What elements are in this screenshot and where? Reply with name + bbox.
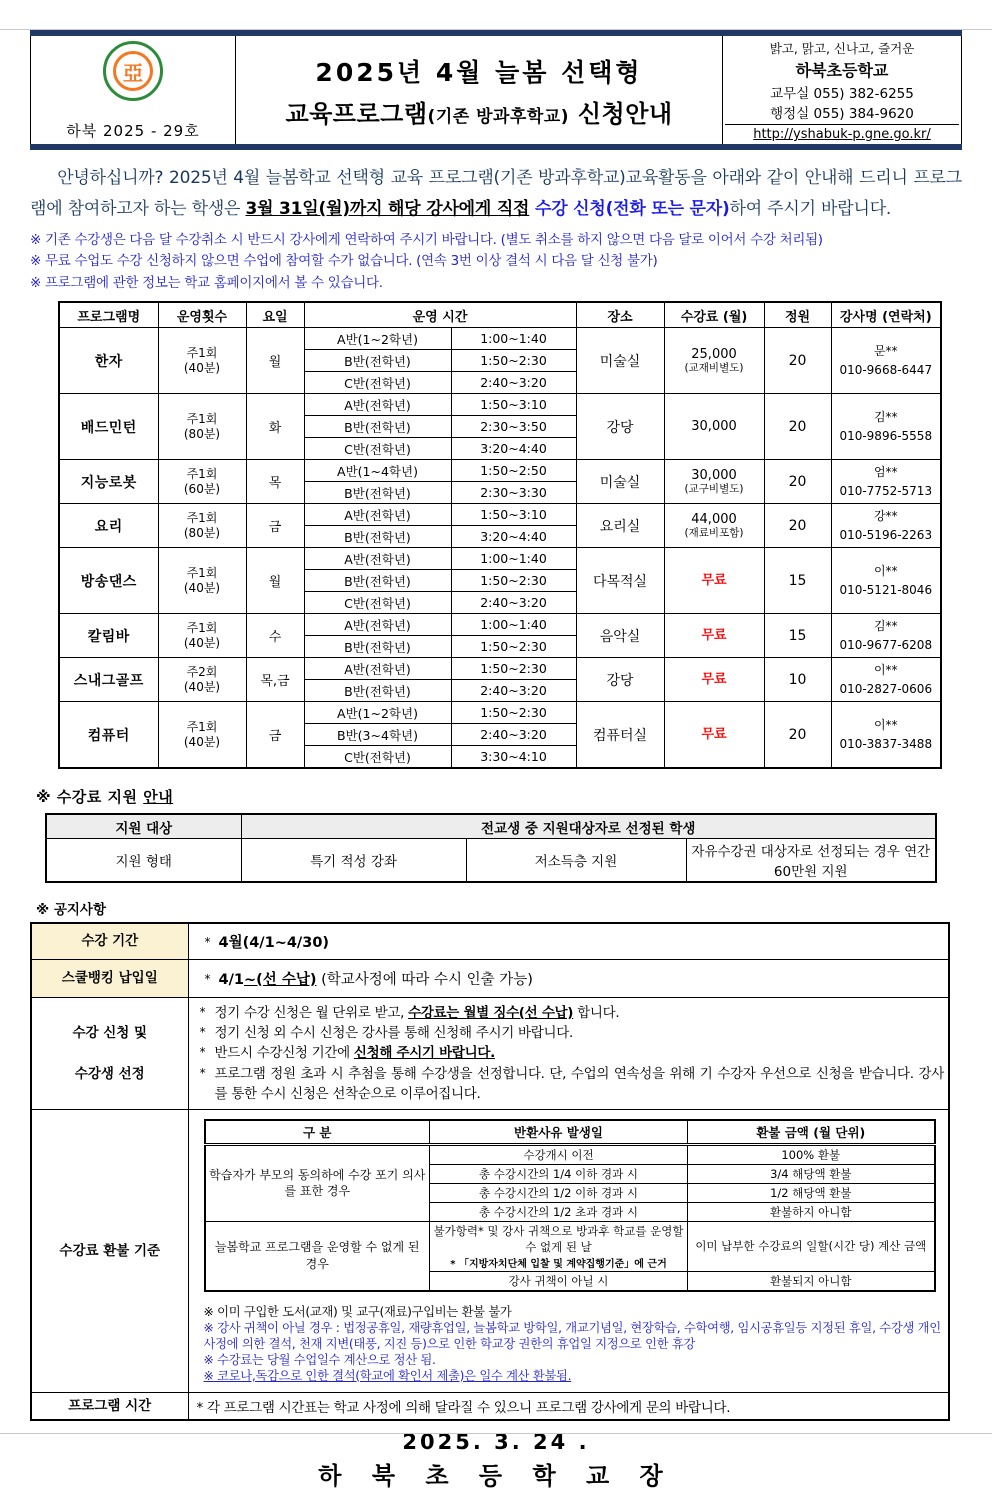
bullet-text-pre: 정기 신청 외 수시 신청은 강사를 통해 신청해 주시기 바랍니다. xyxy=(214,1025,573,1042)
session-time: 1:50~2:50 xyxy=(451,460,576,482)
refund-col-reason: 반환사유 발생일 xyxy=(430,1120,688,1144)
refund-col-amount: 환불 금액 (월 단위) xyxy=(688,1120,935,1144)
program-teacher xyxy=(831,702,941,768)
intro-note-1: ※ 기존 수강생은 다음 달 수강취소 시 반드시 강사에게 연락하여 주시기 바랍니다. (별도 취소를 하지 않으면 다음 달로 이어서 수강 처리됨) xyxy=(30,231,823,248)
support-section-heading xyxy=(36,786,962,807)
program-fee xyxy=(664,614,764,658)
teacher-phone: 010-3837-3488 xyxy=(839,736,933,751)
support-heading-underlined: 안내 xyxy=(143,787,174,806)
program-frequency xyxy=(158,702,246,768)
refund-note-blue-2: ※ 수강료는 당월 수업일수 계산으로 정산 됨. xyxy=(203,1352,436,1367)
notice-period-value xyxy=(188,923,949,959)
refund-amount: 100% 환불 xyxy=(688,1144,935,1164)
duration-text: (40분) xyxy=(183,580,221,595)
intro-apply-text: 수강 신청 xyxy=(529,198,606,219)
school-slogan: 밝고, 맑고, 신나고, 즐거운 xyxy=(769,41,915,56)
program-table xyxy=(58,301,942,769)
program-name: 배드민턴 xyxy=(59,394,158,460)
session-class: B반(전학년) xyxy=(304,570,451,592)
teacher-phone: 010-5121-8046 xyxy=(839,582,933,597)
bullet-text xyxy=(215,1043,945,1063)
program-place: 강당 xyxy=(576,394,664,460)
notice-time-row xyxy=(31,1392,949,1420)
fee-amount: 25,000 xyxy=(691,346,737,362)
col-header-fee: 수강료 (월) xyxy=(664,302,764,328)
fee-note: (교구비별도) xyxy=(684,483,744,496)
program-frequency xyxy=(158,658,246,702)
notice-banking-date: 4/1 xyxy=(218,971,244,988)
session-class: B반(전학년) xyxy=(304,636,451,658)
frequency-text: 주1회 xyxy=(186,466,218,481)
session-class: A반(1~2학년) xyxy=(304,702,451,724)
refund-note-blue-3: ※ 코로나,독감으로 인한 결석(학교에 확인서 제출)은 일수 계산 환불됨. xyxy=(203,1368,572,1383)
program-place: 다목적실 xyxy=(576,548,664,614)
program-name: 지능로봇 xyxy=(59,460,158,504)
session-class: A반(전학년) xyxy=(304,504,451,526)
refund-reason xyxy=(430,1221,688,1271)
session-time: 2:30~3:50 xyxy=(451,416,576,438)
notice-period-label: 수강 기간 xyxy=(31,923,188,959)
program-name: 요리 xyxy=(59,504,158,548)
program-teacher xyxy=(831,504,941,548)
admin-phone: 행정실 055) 384-9620 xyxy=(770,106,914,122)
refund-notes xyxy=(204,1305,942,1385)
program-day: 월 xyxy=(246,328,304,394)
refund-amount: 환불되지 아니함 xyxy=(688,1271,935,1291)
session-class: A반(1~4학년) xyxy=(304,460,451,482)
footer xyxy=(30,1430,962,1491)
program-name: 컴퓨터 xyxy=(59,702,158,768)
support-type-value-1: 특기 적성 강좌 xyxy=(241,839,466,883)
teacher-phone: 010-9668-6447 xyxy=(839,362,933,377)
title-line2-main: 교육프로그램 xyxy=(285,100,428,128)
refund-group1-row-1 xyxy=(205,1144,935,1164)
program-place: 컴퓨터실 xyxy=(576,702,664,768)
col-header-frequency: 운영횟수 xyxy=(158,302,246,328)
session-time: 3:20~4:40 xyxy=(451,526,576,548)
teacher-name: 이** xyxy=(873,663,898,678)
session-class: B반(전학년) xyxy=(304,350,451,372)
frequency-text: 주1회 xyxy=(186,719,218,734)
session-time: 3:20~4:40 xyxy=(451,438,576,460)
bullet-text-pre: 반드시 수강신청 기간에 xyxy=(214,1045,354,1062)
program-teacher xyxy=(831,460,941,504)
col-header-capacity: 정원 xyxy=(764,302,831,328)
title-line2-paren: (기존 방과후학교) xyxy=(427,107,569,127)
notice-time-value: * 각 프로그램 시간표는 학교 사정에 의해 달라질 수 있으니 프로그램 강사에게 문의 바랍니다. xyxy=(188,1392,949,1420)
notice-application-bullets xyxy=(188,997,949,1109)
fee-amount: 44,000 xyxy=(691,511,737,527)
intro-note-2: ※ 무료 수업도 수강 신청하지 않으면 수업에 참여할 수가 없습니다. (연속 3번 이상 결석 시 다음 달 신청 불가) xyxy=(30,253,658,270)
refund-reason: 수강개시 이전 xyxy=(430,1144,688,1164)
refund-header-row xyxy=(205,1120,935,1144)
session-time: 2:40~3:20 xyxy=(451,592,576,614)
refund-note-black: ※ 이미 구입한 도서(교재) 및 교구(재료)구입비는 환불 불가 xyxy=(203,1304,512,1319)
session-class: A반(전학년) xyxy=(304,614,451,636)
program-table-header-row xyxy=(59,302,941,328)
fee-amount: 30,000 xyxy=(691,419,737,435)
refund-amount: 환불하지 아니함 xyxy=(688,1202,935,1221)
col-header-day: 요일 xyxy=(246,302,304,328)
intro-note-3: ※ 프로그램에 관한 정보는 학교 홈페이지에서 볼 수 있습니다. xyxy=(30,274,383,291)
program-fee xyxy=(664,504,764,548)
session-class: C반(전학년) xyxy=(304,438,451,460)
session-time: 1:50~2:30 xyxy=(451,636,576,658)
refund-table xyxy=(204,1119,936,1292)
session-time: 1:00~1:40 xyxy=(451,328,576,350)
refund-note-blue-1: ※ 강사 귀책이 아닐 경우 : 법정공휴일, 재량휴업일, 늘봄학교 방학일, 개교기념일, 현장학습, 수학여행, 임시공휴일등 지정된 휴일, 수강생 개인 사정에 의한 결석, 천재 지변(태풍, 지진 등)으로 인한 학교장 권한의 휴업일 지정으로 인한 휴강 xyxy=(203,1320,941,1351)
refund-reason-note: * 「지방자치단체 입찰 및 계약집행기준」에 근거 xyxy=(450,1258,667,1270)
teacher-name: 이** xyxy=(873,718,898,733)
intro-paragraph xyxy=(30,163,962,225)
fee-free-label: 무료 xyxy=(701,628,727,644)
support-type-label: 지원 형태 xyxy=(46,839,241,883)
header-left-cell xyxy=(31,36,236,144)
duration-text: (40분) xyxy=(183,635,221,650)
notice-section-heading: ※ 공지사항 xyxy=(36,902,106,919)
teacher-name: 김** xyxy=(873,619,898,634)
notice-period-row xyxy=(31,923,949,959)
header-title-cell xyxy=(236,36,723,144)
application-bullet-1 xyxy=(191,1003,945,1023)
issue-date: 2025. 3. 24 . xyxy=(402,1430,590,1455)
program-capacity: 20 xyxy=(764,328,831,394)
program-name: 한자 xyxy=(59,328,158,394)
teacher-phone: 010-7752-5713 xyxy=(839,483,933,498)
header-contact-cell xyxy=(723,36,961,144)
bullet-text-emph: 수강료는 월별 징수(선 수납) xyxy=(408,1004,574,1021)
fee-free-label: 무료 xyxy=(701,672,727,688)
refund-reason: 강사 귀책이 아닐 시 xyxy=(430,1271,688,1291)
program-frequency xyxy=(158,460,246,504)
refund-reason: 총 수강시간의 1/2 이하 경과 시 xyxy=(430,1183,688,1202)
bullet-text-pre: 정기 수강 신청은 월 단위로 받고, xyxy=(214,1004,409,1021)
program-capacity: 15 xyxy=(764,614,831,658)
fee-note: (교재비별도) xyxy=(684,362,744,375)
bullet-text-post: 합니다. xyxy=(573,1004,620,1021)
office-phone: 교무실 055) 382-6255 xyxy=(770,86,914,102)
fee-amount: 30,000 xyxy=(691,467,737,483)
program-teacher xyxy=(831,394,941,460)
notice-banking-value xyxy=(188,959,949,997)
session-class: A반(1~2학년) xyxy=(304,328,451,350)
teacher-phone: 010-5196-2263 xyxy=(839,527,933,542)
fee-note: (재료비포함) xyxy=(684,527,744,540)
document-page xyxy=(0,30,992,1491)
refund-reason: 총 수강시간의 1/4 이하 경과 시 xyxy=(430,1164,688,1183)
principal-signature: 하 북 초 등 학 교 장 xyxy=(318,1462,674,1491)
application-label-line2: 수강생 선정 xyxy=(74,1065,145,1082)
bullet-star: * xyxy=(199,1004,206,1019)
col-header-place: 장소 xyxy=(576,302,664,328)
support-table xyxy=(45,813,937,884)
duration-text: (60분) xyxy=(183,481,221,496)
support-target-value: 전교생 중 지원대상자로 선정된 학생 xyxy=(241,814,936,839)
program-day: 목,금 xyxy=(246,658,304,702)
refund-group2-row-1 xyxy=(205,1221,935,1271)
session-class: A반(전학년) xyxy=(304,548,451,570)
program-row-스내그골프 xyxy=(59,658,941,680)
application-bullet-3 xyxy=(191,1043,945,1063)
duration-text: (80분) xyxy=(183,426,221,441)
application-bullet-2 xyxy=(191,1023,945,1043)
frequency-text: 주1회 xyxy=(186,345,218,360)
program-frequency xyxy=(158,504,246,548)
intro-text-2: 하여 주시기 바랍니다. xyxy=(729,198,892,219)
session-class: B반(전학년) xyxy=(304,680,451,702)
application-label-line1: 수강 신청 및 xyxy=(72,1025,148,1042)
frequency-text: 주2회 xyxy=(186,664,218,679)
intro-text-1: 안녕하십니까? 2025년 4월 늘봄학교 선택형 교육 프로그램(기존 방과후학교)교육활동을 아래와 같이 안내해 드리니 프로그램에 참여하고자 하는 학생은 xyxy=(30,168,962,219)
program-place: 미술실 xyxy=(576,328,664,394)
notice-period-text: 4월(4/1~4/30) xyxy=(218,935,330,952)
notice-banking-row xyxy=(31,959,949,997)
program-frequency xyxy=(158,548,246,614)
duration-text: (40분) xyxy=(183,360,221,375)
col-header-time: 운영 시간 xyxy=(304,302,576,328)
session-class: B반(전학년) xyxy=(304,482,451,504)
program-place: 음악실 xyxy=(576,614,664,658)
notice-time-label: 프로그램 시간 xyxy=(31,1392,188,1420)
session-time: 1:00~1:40 xyxy=(451,614,576,636)
fee-free-label: 무료 xyxy=(701,573,727,589)
support-type-value-2: 저소득층 지원 xyxy=(466,839,686,883)
bullet-star: * xyxy=(199,1025,206,1040)
bullet-star: * xyxy=(204,935,211,950)
program-row-배드민턴 xyxy=(59,394,941,416)
col-header-teacher: 강사명 (연락처) xyxy=(831,302,941,328)
session-class: B반(전학년) xyxy=(304,526,451,548)
title-line2 xyxy=(240,94,718,129)
support-heading-main: ※ 수강료 지원 xyxy=(36,787,144,806)
duration-text: (80분) xyxy=(183,525,221,540)
session-class: A반(전학년) xyxy=(304,394,451,416)
frequency-text: 주1회 xyxy=(186,620,218,635)
school-emblem-icon: 亞 xyxy=(113,51,153,91)
session-class: B반(전학년) xyxy=(304,416,451,438)
program-capacity: 15 xyxy=(764,548,831,614)
session-class: B반(3~4학년) xyxy=(304,724,451,746)
program-teacher xyxy=(831,614,941,658)
program-capacity: 20 xyxy=(764,460,831,504)
refund-amount: 3/4 해당액 환불 xyxy=(688,1164,935,1183)
program-place: 요리실 xyxy=(576,504,664,548)
notice-refund-content xyxy=(188,1110,949,1392)
duration-text: (40분) xyxy=(183,679,221,694)
duration-text: (40분) xyxy=(183,734,221,749)
program-name: 방송댄스 xyxy=(59,548,158,614)
frequency-text: 주1회 xyxy=(186,565,218,580)
program-fee xyxy=(664,394,764,460)
session-class: C반(전학년) xyxy=(304,592,451,614)
support-type-row xyxy=(46,839,936,883)
notice-banking-label: 스쿨뱅킹 납입일 xyxy=(31,959,188,997)
session-class: C반(전학년) xyxy=(304,372,451,394)
intro-deadline-text: 3월 31일(월)까지 해당 강사에게 직접 xyxy=(245,198,530,219)
program-day: 금 xyxy=(246,504,304,548)
session-time: 1:00~1:40 xyxy=(451,548,576,570)
program-row-요리 xyxy=(59,504,941,526)
bullet-star: * xyxy=(204,971,211,986)
program-day: 수 xyxy=(246,614,304,658)
program-teacher xyxy=(831,328,941,394)
frequency-text: 주1회 xyxy=(186,411,218,426)
notice-table xyxy=(30,922,950,1421)
program-capacity: 20 xyxy=(764,504,831,548)
session-time: 2:40~3:20 xyxy=(451,372,576,394)
bullet-star: * xyxy=(199,1045,206,1060)
session-class: A반(전학년) xyxy=(304,658,451,680)
program-capacity: 10 xyxy=(764,658,831,702)
bullet-text xyxy=(215,1023,945,1043)
notice-banking-prepay: ~(선 수납) xyxy=(243,971,317,988)
program-row-방송댄스 xyxy=(59,548,941,570)
frequency-text: 주1회 xyxy=(186,510,218,525)
program-fee xyxy=(664,460,764,504)
teacher-phone: 010-2827-0606 xyxy=(839,681,933,696)
bullet-text-emph: 신청해 주시기 바랍니다. xyxy=(353,1045,495,1062)
bullet-text-pre: 프로그램 정원 초과 시 추첨을 통해 수강생을 선정합니다. 단, 수업의 연속성을 위해 기 수강자 우선으로 신청을 받습니다. 강사를 통한 수시 신청은 선착순으로 이루어집니다. xyxy=(214,1065,944,1102)
intro-contact-method-text: (전화 또는 문자) xyxy=(605,198,730,219)
fee-free-label: 무료 xyxy=(701,726,727,742)
program-fee xyxy=(664,658,764,702)
refund-group2-label: 늘봄학교 프로그램을 운영할 수 없게 된 경우 xyxy=(205,1221,430,1291)
refund-amount: 1/2 해당액 환불 xyxy=(688,1183,935,1202)
refund-reason-main: 불가항력* 및 강사 귀책으로 방과후 학교를 운영할 수 없게 된 날 xyxy=(433,1223,684,1254)
bullet-text xyxy=(215,1064,945,1105)
program-row-컴퓨터 xyxy=(59,702,941,724)
notice-banking-note: (학교사정에 따라 수시 인출 가능) xyxy=(316,971,533,988)
program-row-칼림바 xyxy=(59,614,941,636)
program-teacher xyxy=(831,658,941,702)
program-frequency xyxy=(158,394,246,460)
teacher-phone: 010-9896-5558 xyxy=(839,428,933,443)
program-capacity: 20 xyxy=(764,394,831,460)
col-header-program: 프로그램명 xyxy=(59,302,158,328)
teacher-phone: 010-9677-6208 xyxy=(839,637,933,652)
support-target-label: 지원 대상 xyxy=(46,814,241,839)
session-time: 1:50~2:30 xyxy=(451,658,576,680)
session-time: 1:50~2:30 xyxy=(451,702,576,724)
session-time: 2:40~3:20 xyxy=(451,724,576,746)
program-day: 화 xyxy=(246,394,304,460)
notice-refund-label: 수강료 환불 기준 xyxy=(31,1110,188,1392)
session-time: 1:50~2:30 xyxy=(451,570,576,592)
program-day: 금 xyxy=(246,702,304,768)
document-number: 하북 2025 - 29호 xyxy=(66,122,200,140)
program-name: 스내그골프 xyxy=(59,658,158,702)
notice-application-row xyxy=(31,997,949,1109)
teacher-name: 문** xyxy=(873,344,898,359)
intro-notes xyxy=(30,230,962,294)
program-row-지능로봇 xyxy=(59,460,941,482)
session-time: 3:30~4:10 xyxy=(451,746,576,768)
teacher-name: 김** xyxy=(873,410,898,425)
bullet-star: * xyxy=(199,1065,206,1080)
program-place: 강당 xyxy=(576,658,664,702)
teacher-name: 이** xyxy=(873,564,898,579)
program-day: 월 xyxy=(246,548,304,614)
school-website-link[interactable]: http://yshabuk-p.gne.go.kr/ xyxy=(725,124,959,144)
program-place: 미술실 xyxy=(576,460,664,504)
header-band xyxy=(30,30,962,150)
session-time: 1:50~3:10 xyxy=(451,394,576,416)
refund-amount: 이미 납부한 수강료의 일할(시간 당) 계산 금액 xyxy=(688,1221,935,1271)
refund-group1-label: 학습자가 부모의 동의하에 수강 포기 의사를 표한 경우 xyxy=(205,1144,430,1221)
session-time: 1:50~2:30 xyxy=(451,350,576,372)
support-type-value-3: 자유수강권 대상자로 선정되는 경우 연간 60만원 지원 xyxy=(686,839,936,883)
teacher-name: 엄** xyxy=(873,465,898,480)
program-fee xyxy=(664,548,764,614)
application-bullet-4 xyxy=(191,1064,945,1105)
refund-col-category: 구 분 xyxy=(205,1120,430,1144)
teacher-name: 강** xyxy=(873,509,898,524)
program-capacity: 20 xyxy=(764,702,831,768)
school-logo-icon xyxy=(103,41,163,101)
program-frequency xyxy=(158,614,246,658)
title-line2-tail: 신청안내 xyxy=(568,100,673,128)
program-fee xyxy=(664,702,764,768)
school-name: 하북초등학교 xyxy=(795,61,889,80)
notice-application-label xyxy=(31,997,188,1109)
program-row-한자 xyxy=(59,328,941,350)
program-day: 목 xyxy=(246,460,304,504)
program-teacher xyxy=(831,548,941,614)
support-target-row xyxy=(46,814,936,839)
notice-refund-row xyxy=(31,1110,949,1392)
program-frequency xyxy=(158,328,246,394)
program-fee xyxy=(664,328,764,394)
session-time: 2:40~3:20 xyxy=(451,680,576,702)
title-line1: 2025년 4월 늘봄 선택형 xyxy=(315,58,643,87)
refund-reason: 총 수강시간의 1/2 초과 경과 시 xyxy=(430,1202,688,1221)
session-time: 2:30~3:30 xyxy=(451,482,576,504)
session-time: 1:50~3:10 xyxy=(451,504,576,526)
bullet-text xyxy=(215,1003,945,1023)
program-name: 칼림바 xyxy=(59,614,158,658)
session-class: C반(전학년) xyxy=(304,746,451,768)
